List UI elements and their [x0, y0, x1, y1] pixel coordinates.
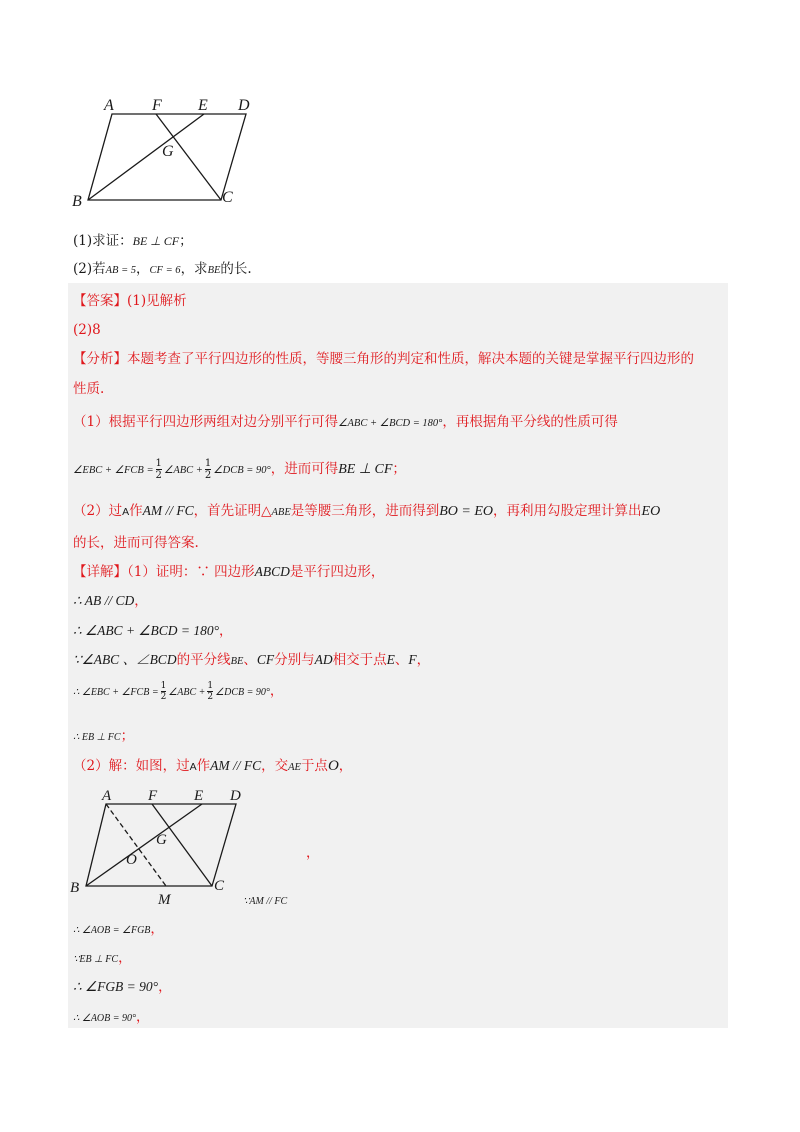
- q2-end: 的长.: [220, 261, 252, 277]
- analysis-p1-math: ∠ABC + ∠BCD = 180°: [338, 418, 443, 429]
- detail-s9-end: ，: [118, 950, 132, 966]
- detail-s7-text1: （2）解：如图，过: [73, 758, 190, 774]
- analysis-p2-math2: ABE: [271, 507, 291, 518]
- q2-sep: ，: [136, 261, 150, 277]
- detail-line-11: [73, 1008, 150, 1028]
- parallelogram-figure-1: [66, 92, 266, 212]
- detail-s6-end: ；: [120, 728, 135, 744]
- figure-note: [243, 891, 287, 911]
- analysis-p2-math1: AM // FC: [142, 503, 194, 518]
- analysis-p2-line-2: [73, 534, 199, 552]
- question-1: [73, 232, 193, 250]
- analysis-p1-eq-a: ∠EBC + ∠FCB =: [73, 465, 154, 476]
- q2-ab: AB = 5: [105, 265, 137, 276]
- analysis-p1-eq-c: ∠DCB = 90°: [213, 465, 271, 476]
- analysis-p1-math3: BE ⊥ CF: [338, 462, 393, 477]
- detail-s8-math: ∴ ∠AOB = ∠FGB: [73, 925, 151, 936]
- figure-comma: [306, 844, 320, 862]
- detail-s7-o: O: [327, 758, 339, 774]
- detail-s7-a: A: [189, 761, 197, 773]
- label-g-2: G: [156, 832, 167, 848]
- analysis-p2-math4: EO: [641, 504, 661, 519]
- detail-s10-end: ，: [158, 979, 172, 995]
- answer-line-1: [73, 292, 187, 310]
- answer-part-1: (1)见解析: [127, 293, 187, 309]
- detail-s4-text4: 相交于点: [332, 652, 387, 668]
- detail-line-6: [73, 727, 134, 747]
- analysis-p1-eq-b: ∠ABC +: [163, 465, 203, 476]
- label-f: F: [152, 97, 162, 114]
- detail-s5-end: ，: [269, 683, 284, 699]
- analysis-p2-a: A: [122, 506, 130, 518]
- detail-s7-text3: ，交: [261, 758, 289, 774]
- analysis-p2-text4: 是等腰三角形，进而得到: [290, 503, 440, 519]
- detail-fraction-1: [161, 681, 167, 702]
- detail-s2-math: ∴ AB // CD: [73, 593, 135, 608]
- analysis-p1-line-2: [73, 458, 406, 482]
- detail-s1-text2: 是平行四边形，: [289, 564, 385, 580]
- analysis-p2-text5: ，再利用勾股定理计算出: [493, 503, 642, 519]
- detail-s4-f: F: [408, 652, 417, 667]
- detail-s4-ad: AD: [314, 652, 333, 667]
- label-d: D: [238, 97, 250, 114]
- detail-line-4: [73, 651, 430, 671]
- analysis-text-1: 本题考查了平行四边形的性质，等腰三角形的判定和性质，解决本题的关键是掌握平行四边形的: [127, 351, 694, 367]
- question-2: [73, 260, 252, 280]
- label-b-2: B: [70, 880, 80, 896]
- detail-s6-math: ∴ EB ⊥ FC: [73, 732, 121, 743]
- analysis-line-1: [73, 350, 694, 368]
- analysis-p1-line-1: [73, 413, 618, 433]
- label-c: C: [222, 189, 233, 206]
- fraction-den: 2: [160, 692, 167, 702]
- analysis-p2-text2: 作: [129, 503, 143, 519]
- detail-s4-e: E: [386, 652, 395, 667]
- answer-line-2: [73, 321, 101, 339]
- detail-s4-text3: 分别与: [274, 652, 315, 668]
- q2-mid: ，求: [180, 261, 208, 277]
- segment-be: [88, 114, 204, 200]
- label-c-2: C: [214, 878, 225, 894]
- detail-s4-text2: 的平分线: [176, 652, 231, 668]
- label-a-2: A: [102, 788, 112, 804]
- detail-s8-end: ，: [150, 921, 164, 937]
- detail-s1-text1: （1）证明：∵ 四边形: [127, 564, 255, 580]
- detail-fraction-2: [207, 681, 213, 702]
- fraction-den: 2: [204, 470, 212, 481]
- label-g: G: [162, 143, 174, 160]
- analysis-p1-text: （1）根据平行四边形两组对边分别平行可得: [73, 414, 339, 430]
- analysis-p1-text4: ；: [392, 461, 406, 477]
- fraction-den: 2: [207, 692, 214, 702]
- label-o-2: O: [126, 852, 137, 868]
- detail-s5-a: ∴ ∠EBC + ∠FCB =: [73, 687, 159, 698]
- detail-line-5: [73, 680, 283, 704]
- detail-s7-text4: 于点: [300, 758, 328, 774]
- detail-s2-end: ，: [134, 593, 148, 609]
- analysis-p2-line-1: [73, 502, 660, 522]
- fraction-num: 1: [207, 681, 214, 691]
- analysis-fraction-2: [205, 458, 211, 481]
- detail-s10-math: ∴ ∠FGB = 90°: [73, 979, 159, 994]
- q1-math: BE ⊥ CF: [132, 234, 180, 248]
- figure-note-text: ∵AM // FC: [243, 896, 288, 907]
- detail-s4-sep: 、: [243, 652, 257, 668]
- detail-s4-sep2: 、: [394, 652, 409, 668]
- figure-comma-text: ，: [306, 845, 320, 861]
- detail-s4-be: BE: [230, 656, 244, 667]
- detail-s5-b: ∠ABC +: [168, 687, 206, 698]
- label-f-2: F: [148, 788, 158, 804]
- detail-s7-text2: 作: [196, 758, 211, 774]
- q2-be: BE: [207, 265, 221, 276]
- answer-tag: 【答案】: [73, 293, 127, 309]
- detail-s4-math: ∵∠ABC 、∠BCD: [73, 652, 177, 667]
- detail-s11-math: ∴ ∠AOB = 90°: [73, 1013, 137, 1024]
- label-e: E: [198, 97, 208, 114]
- detail-line-10: [73, 978, 172, 996]
- analysis-p2-text1: （2）过: [73, 503, 123, 519]
- detail-line-2: [73, 592, 148, 610]
- label-d-2: D: [230, 788, 241, 804]
- detail-line-8: [73, 920, 164, 940]
- q1-text: (1)求证：: [73, 233, 133, 249]
- parallelogram-figure-2: [66, 782, 250, 908]
- label-m-2: M: [158, 892, 171, 908]
- analysis-tag: 【分析】: [73, 351, 127, 367]
- analysis-p1-text3: ，进而可得: [270, 461, 339, 477]
- detail-s9-math: ∵EB ⊥ FC: [73, 954, 119, 965]
- detail-s5-c: ∠DCB = 90°: [215, 687, 270, 698]
- detail-s7-ae: AE: [288, 762, 301, 773]
- detail-s3-end: ，: [219, 623, 233, 639]
- detail-line-3: [73, 622, 233, 640]
- detail-s7-math1: AM // FC: [210, 758, 262, 773]
- label-e-2: E: [194, 788, 204, 804]
- label-a: A: [104, 97, 114, 114]
- detail-s4-cf: CF: [256, 652, 275, 667]
- analysis-p2-math3: BO = EO: [439, 504, 494, 519]
- detail-line-9: [73, 949, 132, 969]
- q2-cf: CF = 6: [149, 265, 181, 276]
- fraction-den: 2: [155, 470, 162, 481]
- detail-line-7: [73, 757, 352, 777]
- fraction-num: 1: [204, 458, 212, 469]
- label-b: B: [72, 193, 82, 210]
- analysis-fraction-1: [156, 458, 162, 481]
- detail-line-1: [73, 563, 384, 581]
- analysis-p2-text6: 的长，进而可得答案.: [73, 535, 199, 551]
- q2-text: (2)若: [73, 261, 106, 277]
- detail-s4-end: ，: [416, 652, 431, 668]
- fraction-num: 1: [160, 681, 167, 691]
- detail-s11-end: ，: [136, 1009, 150, 1025]
- analysis-p2-text3: ，首先证明△: [193, 503, 272, 519]
- q1-end: ；: [179, 233, 193, 249]
- analysis-p1-text2: ，再根据角平分线的性质可得: [442, 414, 618, 430]
- detail-s7-end: ，: [338, 758, 353, 774]
- fraction-num: 1: [155, 458, 162, 469]
- detail-s3-math: ∴ ∠ABC + ∠BCD = 180°: [73, 623, 220, 638]
- answer-part-2: (2)8: [73, 322, 101, 338]
- analysis-text-2: 性质.: [73, 381, 105, 397]
- detail-tag: 【详解】: [73, 564, 127, 580]
- detail-s1-math: ABCD: [254, 564, 290, 579]
- analysis-line-2: [73, 380, 104, 398]
